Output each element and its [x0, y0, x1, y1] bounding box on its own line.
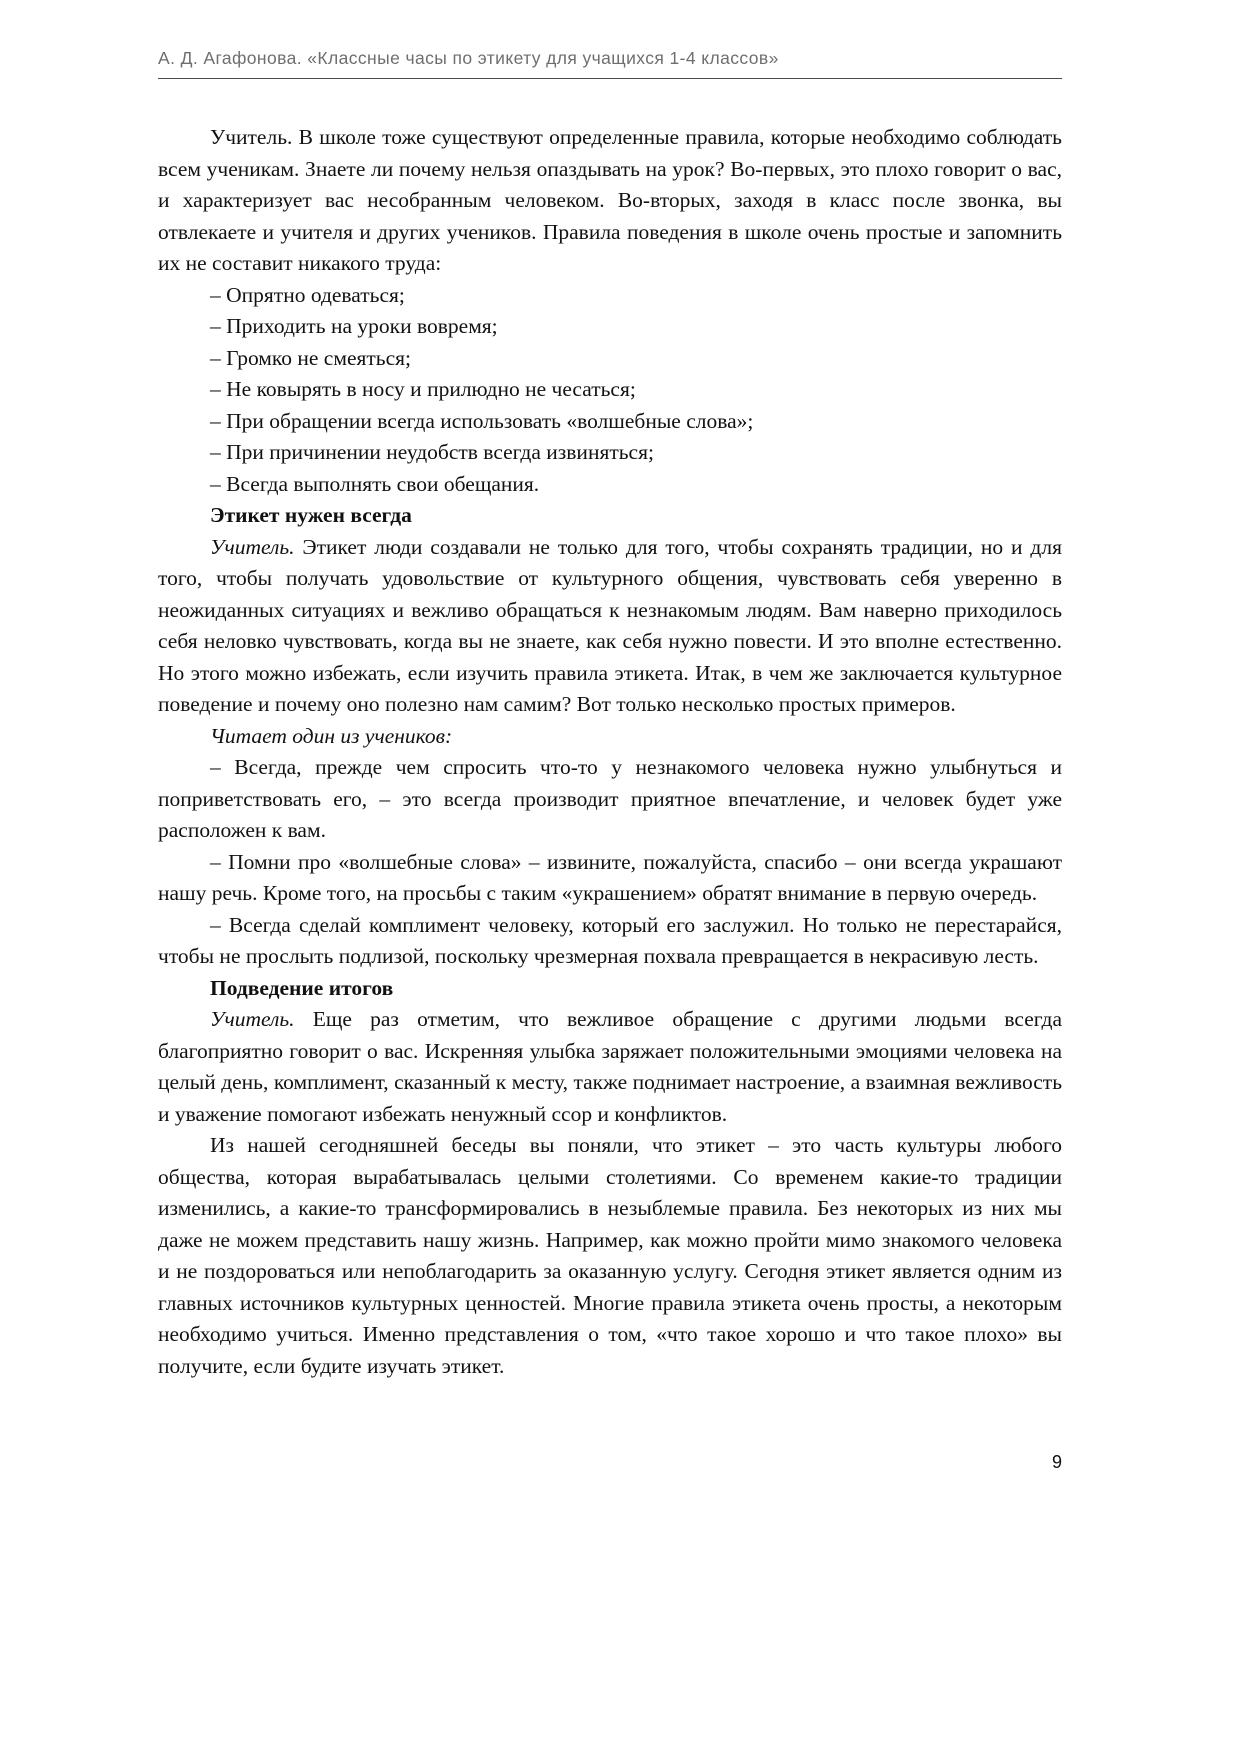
intro-paragraph-text: В школе тоже существуют определенные правила, которые необходимо соблюдать всем ученикам. Знаете ли почему нельзя опаздывать на урок? Во-первых, это плохо говорит о вас, и характеризует вас несобранным человеком. Во-вторых, заходя в класс после звонка, вы отвлекаете и учителя и других учеников. Правила поведения в школе очень простые и запомнить их не составит никакого труда:: [158, 125, 1062, 275]
list-item: – Опрятно одеваться;: [210, 282, 405, 307]
etiquette-paragraph: [158, 532, 1062, 721]
list-item: – Громко не смеяться;: [210, 345, 411, 370]
body-content: [158, 122, 1062, 1382]
student-line: – Всегда сделай комплимент человеку, который его заслужил. Но только не перестарайся, чтобы не прослыть подлизой, поскольку чрезмерная похвала превращается в некрасивую лесть.: [158, 912, 1062, 968]
list-item: – При обращении всегда использовать «волшебные слова»;: [210, 408, 754, 433]
list-item: – При причинении неудобств всегда извиняться;: [210, 440, 654, 464]
student-line: – Всегда, прежде чем спросить что-то у незнакомого человека нужно улыбнуться и поприветствовать его, – это всегда производит приятное впечатление, и человек будет уже расположен к вам.: [158, 755, 1062, 842]
heading-summary: Подведение итогов: [210, 975, 394, 1000]
list-item: – Не ковырять в носу и прилюдно не чесаться;: [210, 377, 636, 401]
summary-paragraph: [158, 1004, 1062, 1130]
speaker-label-teacher: Учитель.: [210, 1007, 295, 1031]
page-number: 9: [1051, 1452, 1062, 1472]
intro-paragraph: [158, 122, 1062, 280]
running-head: [158, 48, 1062, 79]
list-item: – Всегда выполнять свои обещания.: [210, 471, 540, 496]
student-line: – Помни про «волшебные слова» – извините, пожалуйста, спасибо – они всегда украшают нашу речь. Кроме того, на просьбы с таким «украшением» обратят внимание в первую очередь.: [158, 849, 1062, 905]
speaker-label-teacher: Учитель.: [210, 534, 295, 559]
speaker-label-teacher: Учитель.: [210, 125, 293, 149]
list-item: – Приходить на уроки вовремя;: [210, 314, 498, 338]
school-rules-list: [158, 280, 1062, 501]
running-head-text: А. Д. Агафонова. «Классные часы по этикету для учащихся 1-4 классов»: [158, 48, 779, 68]
closing-paragraph: Из нашей сегодняшней беседы вы поняли, что этикет – это часть культуры любого общества, которая вырабатывалась целыми столетиями. Со временем какие-то традиции изменились, а какие-то трансформировались в незыблемые правила. Без некоторых из них мы даже не можем представить нашу жизнь. Например, как можно пройти мимо знакомого человека и не поздороваться или непоблагодарить за оказанную услугу. Сегодня этикет является одним из главных источников культурных ценностей. Многие правила этикета очень просты, а некоторым необходимо учиться. Именно представления о том, «что такое хорошо и что такое плохо» вы получите, если будите изучать этикет.: [158, 1133, 1062, 1378]
heading-etiquette-always: Этикет нужен всегда: [210, 503, 412, 527]
running-head-rule: [158, 78, 1062, 79]
summary-paragraph-text: Еще раз отметим, что вежливое обращение с другими людьми всегда благоприятно говорит о вас. Искренняя улыбка заряжает положительными эмоциями человека на целый день, комплимент, сказанный к месту, также поднимает настроение, а взаимная вежливость и уважение помогают избежать ненужный ссор и конфликтов.: [158, 1007, 1062, 1126]
etiquette-paragraph-text: Этикет люди создавали не только для того, чтобы сохранять традиции, но и для того, чтобы получать удовольствие от культурного общения, чувствовать себя уверенно в неожиданных ситуациях и вежливо обращаться к незнакомым людям. Вам наверно приходилось себя неловко чувствовать, когда вы не знаете, как себя нужно повести. И это вполне естественно. Но этого можно избежать, если изучить правила этикета. Итак, в чем же заключается культурное поведение и почему оно полезно нам самим? Вот только несколько простых примеров.: [158, 534, 1062, 716]
stage-direction-student-reads: Читает один из учеников:: [210, 723, 453, 748]
